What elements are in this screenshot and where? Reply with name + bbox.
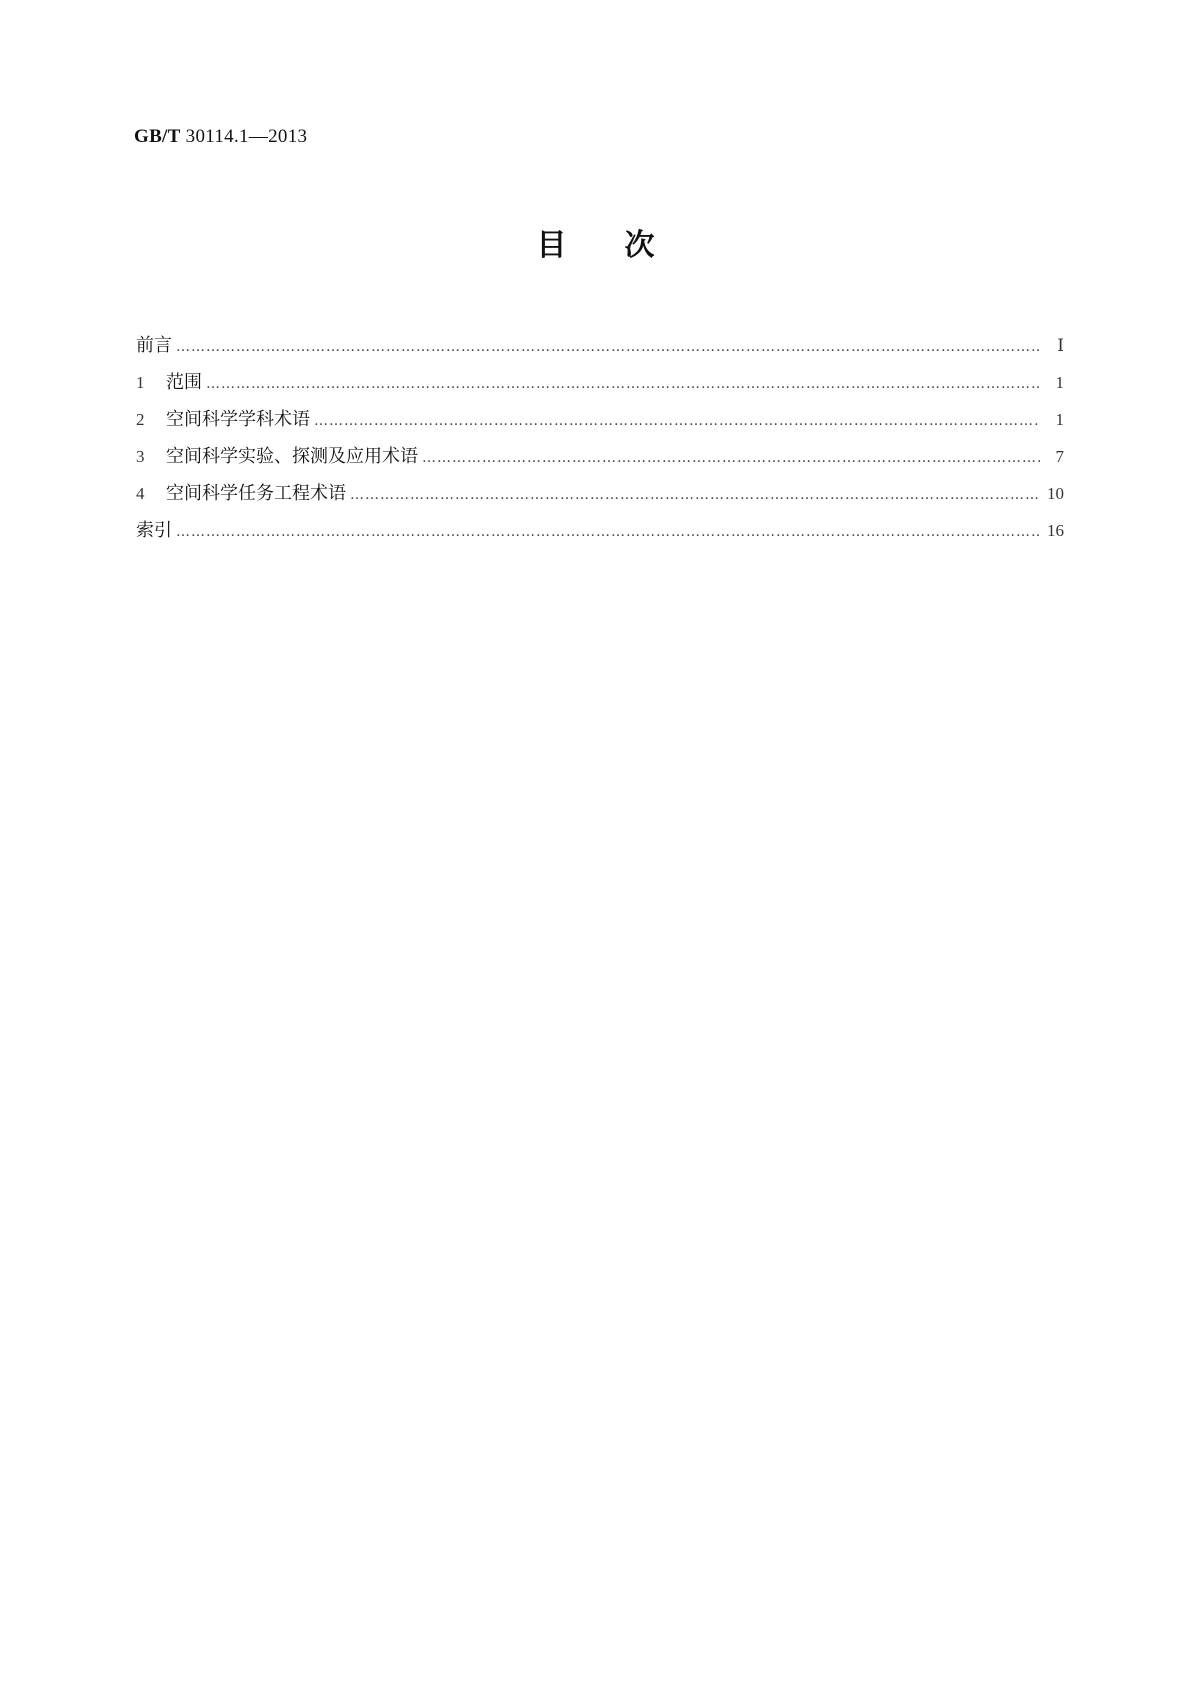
table-of-contents (136, 327, 1064, 549)
toc-page-number: 10 (1047, 484, 1064, 503)
toc-dot-leader (176, 514, 1039, 551)
standard-code (134, 126, 307, 148)
toc-entry-label: 前言 (136, 335, 172, 356)
toc-entry-label: 空间科学任务工程术语 (166, 483, 346, 504)
toc-page-number: 16 (1047, 521, 1064, 540)
toc-page-number: 7 (1055, 447, 1064, 466)
toc-title: 目次 (536, 228, 713, 263)
toc-entry-mission-terms[interactable] (136, 475, 1064, 512)
toc-section-number: 1 (136, 373, 145, 392)
toc-section-number: 3 (136, 447, 145, 466)
toc-entry-label: 空间科学实验、探测及应用术语 (166, 446, 418, 467)
standard-code-prefix: GB/T (134, 126, 181, 147)
toc-section-number: 2 (136, 410, 145, 429)
toc-dot-leader (422, 440, 1040, 477)
toc-dot-leader (314, 403, 1040, 440)
toc-page-number: 1 (1055, 373, 1064, 392)
toc-page-number: 1 (1055, 410, 1064, 429)
toc-entry-scope[interactable] (136, 364, 1064, 401)
toc-entry-experiment-terms[interactable] (136, 438, 1064, 475)
toc-entry-label: 范围 (166, 372, 202, 393)
toc-entry-discipline-terms[interactable] (136, 401, 1064, 438)
toc-dot-leader (350, 477, 1039, 514)
toc-section-number: 4 (136, 484, 145, 503)
toc-entry-index[interactable] (136, 512, 1064, 549)
toc-entry-label: 空间科学学科术语 (166, 409, 310, 430)
toc-entry-preface[interactable] (136, 327, 1064, 364)
toc-page-number: Ⅰ (1057, 336, 1064, 355)
toc-dot-leader (206, 366, 1040, 403)
toc-dot-leader (176, 329, 1040, 366)
standard-code-number: 30114.1—2013 (185, 126, 308, 147)
toc-entry-label: 索引 (136, 520, 172, 541)
